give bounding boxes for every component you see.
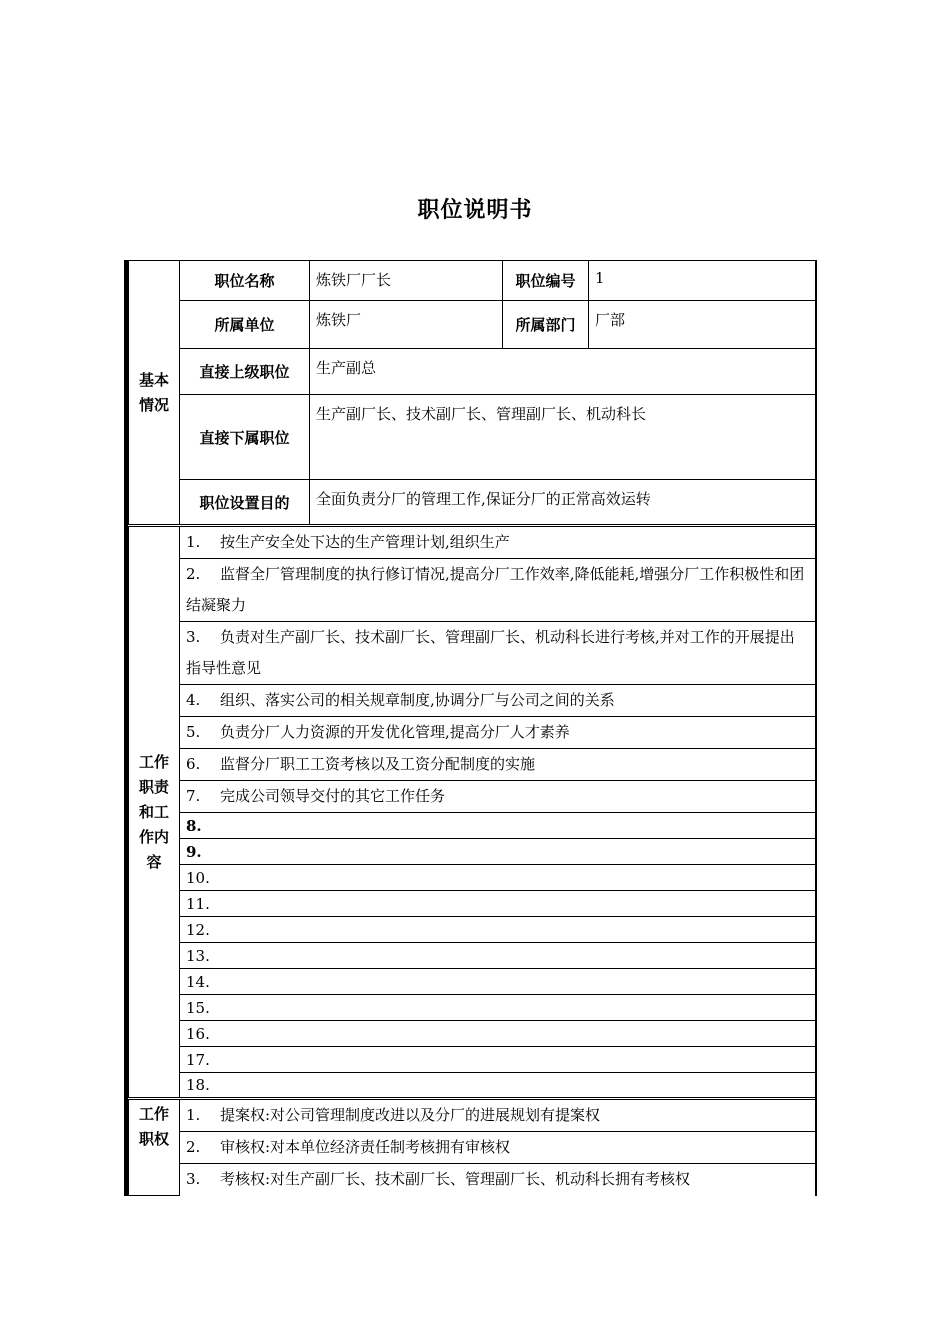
subordinates-label: 直接下属职位: [180, 395, 310, 480]
job-description-form: [124, 260, 817, 1196]
duty-item-empty: 8.: [180, 813, 816, 839]
department-label: 所属部门: [503, 301, 589, 349]
section-duties: 工作职责和工作内容: [129, 526, 180, 1099]
authority-item: 2. 审核权:对本单位经济责任制考核拥有审核权: [180, 1132, 816, 1164]
section-basic-info: 基本情况: [129, 261, 180, 526]
unit-label: 所属单位: [180, 301, 310, 349]
duty-item: 1. 按生产安全处下达的生产管理计划,组织生产: [180, 526, 816, 559]
authority-item: 1. 提案权:对公司管理制度改进以及分厂的进展规划有提案权: [180, 1099, 816, 1132]
duty-item: 7. 完成公司领导交付的其它工作任务: [180, 781, 816, 813]
duty-item-empty: 11.: [180, 891, 816, 917]
page-title: 职位说明书: [417, 198, 533, 223]
duty-item: 3. 负责对生产副厂长、技术副厂长、管理副厂长、机动科长进行考核,并对工作的开展提出指导性意见: [180, 622, 816, 685]
duty-item-empty: 12.: [180, 917, 816, 943]
duty-item-empty: 18.: [180, 1073, 816, 1099]
duty-item-empty: 13.: [180, 943, 816, 969]
purpose-value: 全面负责分厂的管理工作,保证分厂的正常高效运转: [310, 480, 816, 526]
duty-item-empty: 10.: [180, 865, 816, 891]
form-table: [128, 260, 816, 1196]
unit-value: 炼铁厂: [310, 301, 503, 349]
duty-item: 5. 负责分厂人力资源的开发优化管理,提高分厂人才素养: [180, 717, 816, 749]
subordinates-value: 生产副厂长、技术副厂长、管理副厂长、机动科长: [310, 395, 816, 480]
duty-item-empty: 14.: [180, 969, 816, 995]
section-authority: 工作职权: [129, 1099, 180, 1196]
duty-item: 6. 监督分厂职工工资考核以及工资分配制度的实施: [180, 749, 816, 781]
duty-item: 4. 组织、落实公司的相关规章制度,协调分厂与公司之间的关系: [180, 685, 816, 717]
duty-item: 2. 监督全厂管理制度的执行修订情况,提高分厂工作效率,降低能耗,增强分厂工作积极性和团结凝聚力: [180, 559, 816, 622]
duty-item-empty: 16.: [180, 1021, 816, 1047]
duty-item-empty: 17.: [180, 1047, 816, 1073]
superior-label: 直接上级职位: [180, 349, 310, 395]
purpose-label: 职位设置目的: [180, 480, 310, 526]
duty-item-empty: 15.: [180, 995, 816, 1021]
position-name-value: 炼铁厂厂长: [310, 261, 503, 301]
duty-item-empty: 9.: [180, 839, 816, 865]
department-value: 厂部: [589, 301, 816, 349]
position-name-label: 职位名称: [180, 261, 310, 301]
position-code-label: 职位编号: [503, 261, 589, 301]
superior-value: 生产副总: [310, 349, 816, 395]
position-code-value: 1: [589, 261, 816, 301]
authority-item: 3. 考核权:对生产副厂长、技术副厂长、管理副厂长、机动科长拥有考核权: [180, 1164, 816, 1196]
